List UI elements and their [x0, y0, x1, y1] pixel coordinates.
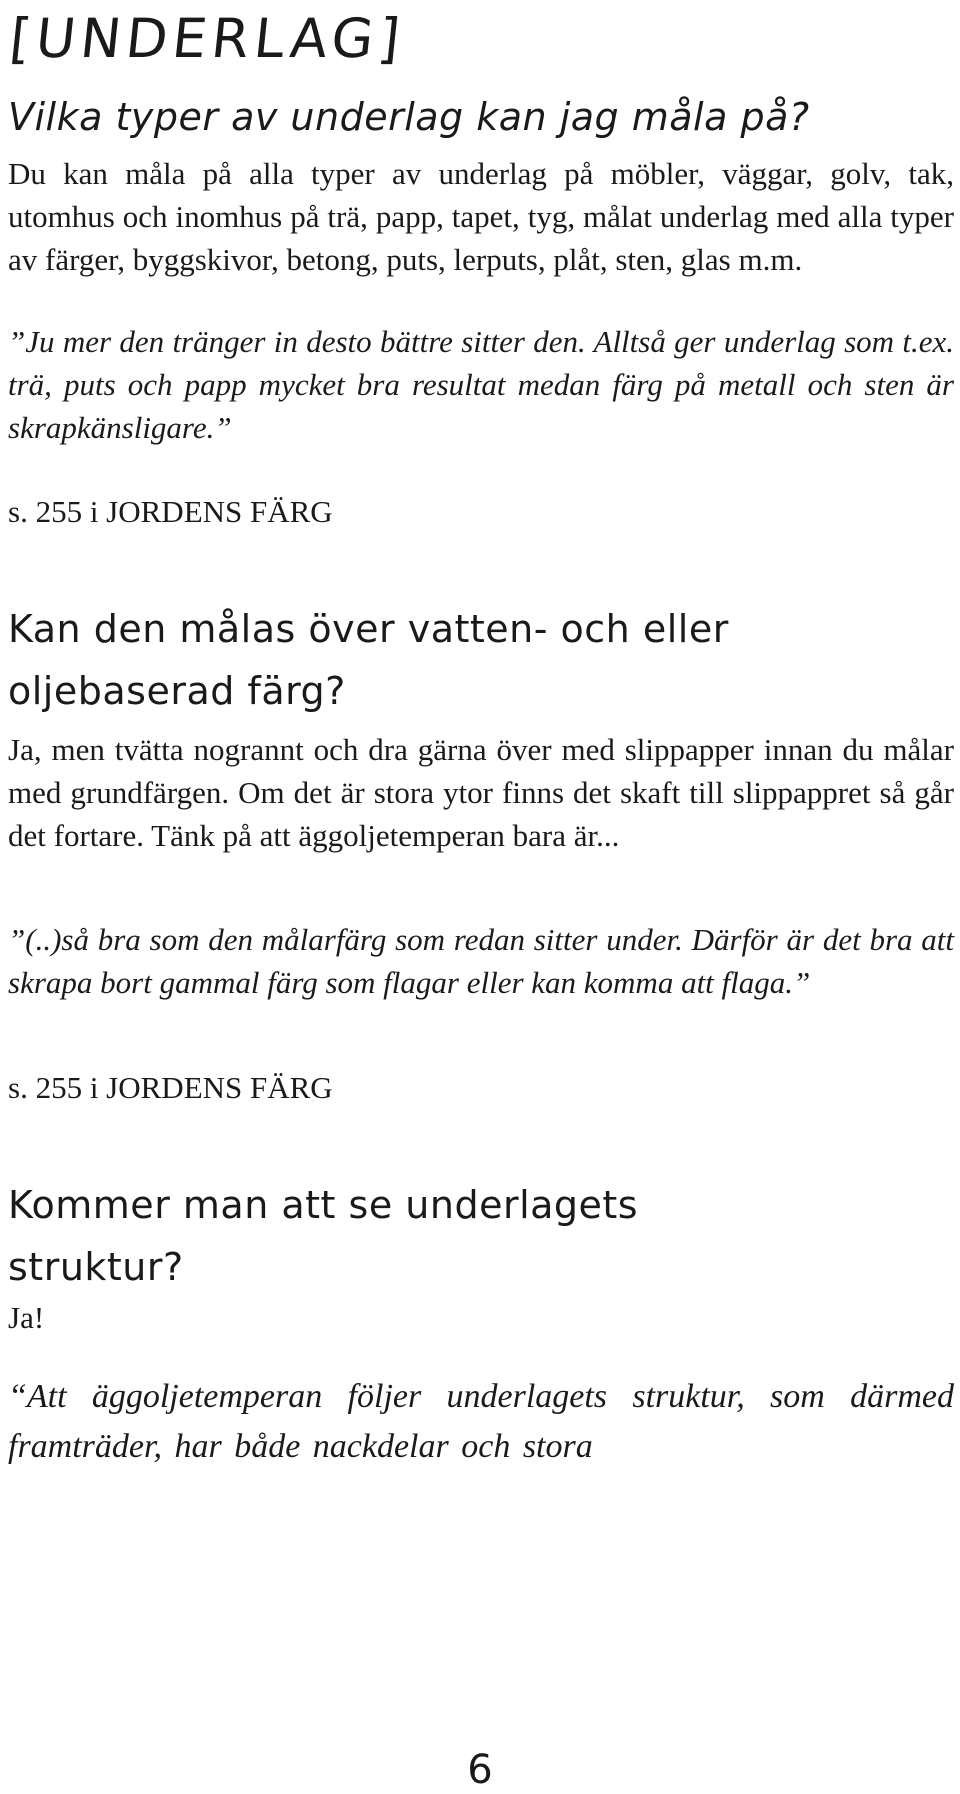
answer-paragraph-1: Du kan måla på alla typer av underlag på möbler, väggar, golv, tak, utomhus och inomhus på trä, papp, tapet, tyg, målat underlag med alla typer av färger, byggskivor, betong, puts, lerputs, plåt, sten, glas m.m. [8, 156, 954, 277]
question-heading-2: Kan den målas över vatten- och eller oljebaserad färg? [8, 607, 729, 713]
quote-paragraph-3: “Att äggoljetemperan följer underlagets struktur, som därmed framträder, har både nackdelar och stora [8, 1378, 954, 1465]
quote-source-1: s. 255 i JORDENS FÄRG [8, 494, 333, 529]
question-heading-3: Kommer man att se underlagets struktur? [8, 1183, 639, 1289]
section-title: [UNDERLAG] [6, 7, 408, 70]
quote-paragraph-2: ”(..)så bra som den målarfärg som redan sitter under. Därför är det bra att skrapa bort gammal färg som flagar eller kan komma att flaga.” [8, 922, 954, 1000]
answer-paragraph-2: Ja, men tvätta nogrannt och dra gärna över med slippapper innan du målar med grundfärgen. Om det är stora ytor finns det skaft till slippappret så går det fortare. Tänk på att äggoljetemperan bara är... [8, 732, 954, 853]
quote-paragraph-1: ”Ju mer den tränger in desto bättre sitter den. Alltså ger underlag som t.ex. trä, puts och papp mycket bra resultat medan färg på metall och sten är skrapkänsligare.” [8, 324, 954, 445]
answer-paragraph-3: Ja! [8, 1300, 45, 1335]
question-heading-1: Vilka typer av underlag kan jag måla på? [8, 95, 810, 139]
page-number: 6 [467, 1747, 493, 1793]
quote-source-2: s. 255 i JORDENS FÄRG [8, 1070, 333, 1105]
